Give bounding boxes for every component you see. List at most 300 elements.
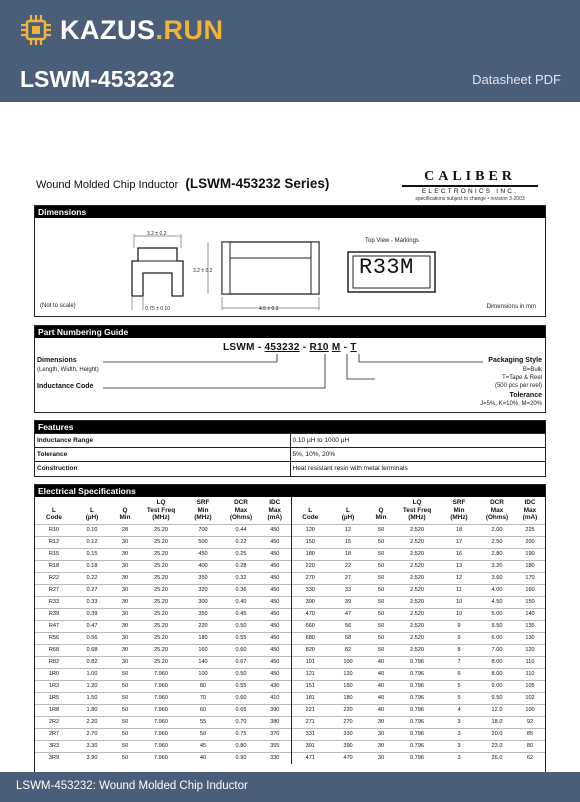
table-cell: 700 (183, 524, 223, 536)
table-cell: 1R3 (35, 680, 73, 692)
table-cell: 18 (439, 524, 479, 536)
table-cell: 160 (515, 584, 545, 596)
table-cell: 400 (183, 560, 223, 572)
table-cell: 0.47 (73, 620, 111, 632)
section-title: Features (35, 421, 545, 433)
table-cell: 30 (111, 548, 139, 560)
tolerance-note: J=5%, K=10%, M=20% (480, 401, 542, 407)
table-cell: 2.00 (479, 524, 515, 536)
table-cell: 50 (183, 728, 223, 740)
table-cell: 10 (439, 596, 479, 608)
table-cell: 0.60 (223, 692, 259, 704)
table-cell: 15 (329, 536, 367, 548)
table-row (35, 524, 545, 536)
table-cell: 1.50 (73, 692, 111, 704)
table-row (35, 596, 545, 608)
table-header-row (35, 497, 545, 524)
code-sep: - (340, 342, 351, 353)
doc-type-label: Datasheet PDF (472, 72, 561, 87)
table-cell: 3R3 (35, 740, 73, 752)
table-cell: 30 (111, 596, 139, 608)
brand-note: specifications subject to change • revision 3-2003 (415, 195, 525, 202)
table-cell: 28 (111, 524, 139, 536)
table-cell: 180 (291, 548, 329, 560)
table-cell: 270 (329, 716, 367, 728)
column-header: DCR Max (Ohms) (485, 499, 509, 521)
table-cell: 100 (515, 704, 545, 716)
footer-title: LSWM-453232: Wound Molded Chip Inductor (16, 780, 248, 792)
table-cell: 7 (439, 656, 479, 668)
table-cell: 50 (111, 728, 139, 740)
table-cell: 13 (439, 560, 479, 572)
column-header: L Code (46, 506, 62, 521)
table-cell: 7.960 (139, 716, 183, 728)
packaging-note: (500 pcs per reel) (494, 383, 542, 389)
table-cell: 5 (439, 680, 479, 692)
table-cell: 0.67 (223, 656, 259, 668)
table-cell: 225 (515, 524, 545, 536)
table-cell: R68 (35, 644, 73, 656)
table-cell: 7.960 (139, 704, 183, 716)
table-cell: 7.960 (139, 668, 183, 680)
chip-icon (20, 14, 52, 46)
table-cell: 0.22 (73, 572, 111, 584)
table-cell: 33 (329, 584, 367, 596)
table-cell: 100 (329, 656, 367, 668)
table-cell: 2.520 (395, 536, 439, 548)
table-row (35, 716, 545, 728)
table-cell: 450 (259, 620, 291, 632)
table-cell: 0.75 (223, 728, 259, 740)
table-cell: 25.20 (139, 548, 183, 560)
table-cell: 30 (111, 572, 139, 584)
table-row (35, 548, 545, 560)
table-cell: R33 (35, 596, 73, 608)
table-cell: 110 (515, 656, 545, 668)
table-cell: 6 (439, 668, 479, 680)
table-cell: 430 (259, 680, 291, 692)
table-cell: 50 (111, 716, 139, 728)
features-section (34, 420, 546, 477)
table-cell: 50 (367, 560, 395, 572)
table-cell: 0.45 (223, 608, 259, 620)
table-cell: 27 (329, 572, 367, 584)
table-cell: 470 (291, 608, 329, 620)
table-cell: 25.20 (139, 620, 183, 632)
table-cell: 200 (515, 536, 545, 548)
brand-subtitle: ELECTRONICS INC. (421, 187, 519, 195)
dim-pad-label: 0.75 ± 0.10 (145, 306, 170, 312)
table-cell: 0.44 (223, 524, 259, 536)
table-cell: 30 (111, 560, 139, 572)
table-row (35, 632, 545, 644)
table-cell: R12 (35, 536, 73, 548)
table-cell: 100 (183, 668, 223, 680)
table-cell: 450 (259, 584, 291, 596)
site-logo[interactable] (20, 14, 224, 46)
table-cell: 120 (515, 644, 545, 656)
front-view-drawing (132, 234, 183, 310)
product-heading (36, 176, 329, 191)
table-cell: 50 (367, 524, 395, 536)
table-cell: 30 (111, 608, 139, 620)
table-cell: 2.50 (479, 536, 515, 548)
code-size: 453232 (264, 342, 300, 353)
table-row (35, 728, 545, 740)
product-name: Wound Molded Chip Inductor (36, 179, 179, 191)
table-cell: 25.20 (139, 536, 183, 548)
table-cell: 350 (183, 572, 223, 584)
table-cell: 220 (183, 620, 223, 632)
table-cell: 2R2 (35, 716, 73, 728)
table-cell: 0.40 (223, 596, 259, 608)
table-row (35, 572, 545, 584)
table-cell: 30 (111, 644, 139, 656)
table-cell: 151 (291, 680, 329, 692)
part-numbering-section (34, 325, 546, 413)
table-cell: 50 (367, 632, 395, 644)
table-cell: 22 (329, 560, 367, 572)
table-row (35, 656, 545, 668)
table-cell: 3 (439, 716, 479, 728)
table-cell: 120 (329, 668, 367, 680)
table-cell: 390 (259, 704, 291, 716)
table-cell: 25.20 (139, 656, 183, 668)
feature-key: Inductance Range (35, 434, 290, 448)
column-header: IDC Max (mA) (259, 497, 291, 524)
table-cell: 92 (515, 716, 545, 728)
table-cell: 85 (515, 728, 545, 740)
packaging-label: Packaging Style (488, 357, 542, 364)
table-cell: 25.20 (139, 608, 183, 620)
table-cell: 5.50 (479, 620, 515, 632)
table-cell: 30 (111, 536, 139, 548)
product-series: (LSWM-453232 Series) (185, 176, 330, 191)
table-row (35, 668, 545, 680)
table-cell: 0.18 (73, 560, 111, 572)
table-cell: 170 (515, 572, 545, 584)
table-cell: 55 (183, 716, 223, 728)
table-cell: 1R5 (35, 692, 73, 704)
table-cell: 331 (291, 728, 329, 740)
table-cell: 130 (515, 632, 545, 644)
table-cell: 3R9 (35, 752, 73, 764)
table-cell: 2.520 (395, 608, 439, 620)
table-row (35, 608, 545, 620)
feature-value: 5%, 10%, 20% (290, 448, 545, 462)
column-header: DCR Max (Ohms) (229, 499, 253, 521)
table-cell: 450 (259, 548, 291, 560)
table-cell: R47 (35, 620, 73, 632)
table-cell: 390 (329, 740, 367, 752)
table-cell: 0.796 (395, 728, 439, 740)
table-cell: 450 (259, 656, 291, 668)
table-cell: 1.20 (73, 680, 111, 692)
features-table (35, 433, 545, 476)
table-row (35, 620, 545, 632)
table-cell: 220 (291, 560, 329, 572)
table-cell: 355 (259, 740, 291, 752)
table-cell: 82 (329, 644, 367, 656)
table-cell: 105 (515, 680, 545, 692)
table-cell: 560 (291, 620, 329, 632)
table-cell: 40 (367, 692, 395, 704)
table-cell: 3.20 (479, 560, 515, 572)
brand-name: CALIBER (424, 169, 516, 184)
table-cell: 2.520 (395, 560, 439, 572)
code-packaging: T (350, 342, 357, 353)
logo-text-main: KAZUS (60, 14, 156, 45)
electrical-specs-section (34, 484, 546, 772)
table-cell: 0.15 (73, 548, 111, 560)
column-header: SRF Min (MHz) (194, 499, 212, 521)
table-cell: 9.00 (479, 680, 515, 692)
column-header: L (µH) (85, 506, 99, 521)
table-cell: 190 (515, 548, 545, 560)
table-cell: 150 (515, 596, 545, 608)
table-cell: 450 (183, 548, 223, 560)
table-cell: 4.00 (479, 584, 515, 596)
table-cell: 0.60 (223, 644, 259, 656)
table-cell: 30 (111, 584, 139, 596)
table-cell: 2.70 (73, 728, 111, 740)
dim-length-label: 4.5 ± 0.3 (259, 306, 279, 312)
table-cell: 18.0 (479, 716, 515, 728)
table-cell: 40 (183, 752, 223, 764)
column-header: L (µH) (341, 506, 355, 521)
table-cell: 50 (111, 668, 139, 680)
code-value: R10 (309, 342, 329, 353)
table-cell: R56 (35, 632, 73, 644)
table-row (35, 434, 545, 448)
table-cell: 50 (367, 608, 395, 620)
table-cell: 470 (329, 752, 367, 764)
table-cell: R39 (35, 608, 73, 620)
table-cell: 2.20 (73, 716, 111, 728)
table-cell: 17 (439, 536, 479, 548)
table-cell: R10 (35, 524, 73, 536)
table-cell: 410 (259, 692, 291, 704)
table-cell: 50 (111, 752, 139, 764)
table-cell: 2.520 (395, 596, 439, 608)
side-view-drawing (208, 242, 319, 310)
table-cell: 2.520 (395, 584, 439, 596)
table-cell: 0.796 (395, 704, 439, 716)
table-cell: 62 (515, 752, 545, 764)
table-cell: 0.33 (73, 596, 111, 608)
table-cell: 12 (439, 572, 479, 584)
tolerance-label: Tolerance (509, 392, 542, 399)
table-cell: 25.20 (139, 584, 183, 596)
table-cell: 0.50 (223, 620, 259, 632)
table-cell: 80 (515, 740, 545, 752)
table-cell: 16 (439, 548, 479, 560)
table-cell: 25.20 (139, 524, 183, 536)
table-cell: 0.39 (73, 608, 111, 620)
feature-key: Tolerance (35, 448, 290, 462)
table-cell: 4 (439, 704, 479, 716)
logo-text-accent: .RUN (155, 14, 224, 45)
table-cell: 23.0 (479, 740, 515, 752)
table-cell: 40 (367, 704, 395, 716)
section-title: Dimensions (35, 206, 545, 218)
table-cell: 0.796 (395, 668, 439, 680)
table-cell: 8.00 (479, 656, 515, 668)
table-cell: 2.520 (395, 644, 439, 656)
column-header: LQ Test Freq (MHz) (402, 499, 432, 521)
table-cell: 181 (291, 692, 329, 704)
table-cell: 30 (111, 632, 139, 644)
table-cell: 5.00 (479, 608, 515, 620)
table-cell: 50 (367, 548, 395, 560)
table-cell: 3 (439, 728, 479, 740)
table-cell: 0.25 (223, 548, 259, 560)
table-cell: 450 (259, 524, 291, 536)
table-cell: 12.0 (479, 704, 515, 716)
table-cell: 7.960 (139, 728, 183, 740)
table-cell: 5 (439, 692, 479, 704)
marking-text: R33M (359, 255, 414, 280)
table-cell: R18 (35, 560, 73, 572)
table-cell: R27 (35, 584, 73, 596)
table-cell: 0.55 (223, 632, 259, 644)
table-cell: 270 (291, 572, 329, 584)
table-cell: 450 (259, 536, 291, 548)
table-cell: 3.30 (73, 740, 111, 752)
table-row (35, 462, 545, 476)
feature-value: 0.10 µH to 1000 µH (290, 434, 545, 448)
table-cell: 39 (329, 596, 367, 608)
table-row (35, 536, 545, 548)
table-cell: 9.50 (479, 692, 515, 704)
table-cell: 70 (183, 692, 223, 704)
dimensions-label: Dimensions (37, 357, 77, 364)
table-cell: 370 (259, 728, 291, 740)
table-cell: 0.68 (73, 644, 111, 656)
table-row (35, 752, 545, 764)
section-title: Part Numbering Guide (35, 326, 545, 338)
column-header: Q Min (119, 506, 131, 521)
table-cell: 450 (259, 668, 291, 680)
table-cell: 1R8 (35, 704, 73, 716)
table-cell: 0.82 (73, 656, 111, 668)
table-cell: 7.960 (139, 692, 183, 704)
table-cell: 110 (515, 668, 545, 680)
table-cell: 150 (291, 536, 329, 548)
table-cell: 0.796 (395, 716, 439, 728)
table-cell: 180 (183, 632, 223, 644)
column-header: IDC Max (mA) (522, 499, 538, 521)
table-cell: 180 (515, 560, 545, 572)
table-cell: 50 (111, 680, 139, 692)
table-cell: 0.36 (223, 584, 259, 596)
table-cell: R15 (35, 548, 73, 560)
table-cell: 8.00 (479, 668, 515, 680)
table-cell: 450 (259, 596, 291, 608)
table-cell: 9 (439, 632, 479, 644)
top-view-label: Top View - Markings (365, 238, 419, 244)
table-cell: 680 (291, 632, 329, 644)
table-cell: 50 (367, 584, 395, 596)
table-cell: 0.55 (223, 680, 259, 692)
table-cell: 25.20 (139, 572, 183, 584)
table-cell: 0.796 (395, 740, 439, 752)
table-cell: 300 (183, 596, 223, 608)
table-cell: 0.796 (395, 680, 439, 692)
table-row (35, 584, 545, 596)
table-cell: 7.960 (139, 680, 183, 692)
table-cell: 50 (111, 740, 139, 752)
table-cell: 450 (259, 644, 291, 656)
table-cell: 2.520 (395, 572, 439, 584)
table-cell: 0.50 (223, 668, 259, 680)
table-cell: 50 (367, 536, 395, 548)
table-cell: 25.20 (139, 596, 183, 608)
table-cell: 180 (329, 692, 367, 704)
table-cell: 40 (367, 656, 395, 668)
table-cell: 450 (259, 572, 291, 584)
units-note: Dimensions in mm (486, 304, 536, 310)
code-tolerance: M (331, 342, 341, 353)
table-cell: 50 (367, 620, 395, 632)
table-cell: 10 (439, 608, 479, 620)
datasheet-page (0, 102, 580, 772)
table-cell: 50 (111, 704, 139, 716)
feature-value: Heat resistant resin with metal terminals (290, 462, 545, 476)
table-cell: 0.12 (73, 536, 111, 548)
table-cell: 0.10 (73, 524, 111, 536)
table-cell: 2.80 (479, 548, 515, 560)
dimensions-section (34, 205, 546, 317)
table-cell: 3.90 (73, 752, 111, 764)
table-cell: 380 (259, 716, 291, 728)
table-cell: 1.00 (73, 668, 111, 680)
table-cell: 2.520 (395, 548, 439, 560)
section-title: Electrical Specifications (35, 485, 545, 497)
table-cell: R82 (35, 656, 73, 668)
bottom-banner (0, 772, 580, 802)
table-cell: 0.65 (223, 704, 259, 716)
table-cell: 221 (291, 704, 329, 716)
table-cell: 3 (439, 740, 479, 752)
table-cell: 0.70 (223, 716, 259, 728)
inductance-label: Inductance Code (37, 383, 94, 390)
table-cell: 350 (183, 608, 223, 620)
table-cell: R22 (35, 572, 73, 584)
table-cell: 135 (515, 620, 545, 632)
table-cell: 0.796 (395, 692, 439, 704)
table-cell: 40 (367, 668, 395, 680)
table-cell: 271 (291, 716, 329, 728)
table-cell: 11 (439, 584, 479, 596)
table-cell: 320 (183, 584, 223, 596)
table-cell: 25.20 (139, 632, 183, 644)
logo-text (60, 15, 224, 46)
table-cell: 120 (291, 524, 329, 536)
column-header: L Code (302, 506, 319, 521)
table-row (35, 704, 545, 716)
table-row (35, 448, 545, 462)
table-cell: 4.50 (479, 596, 515, 608)
table-cell: 45 (183, 740, 223, 752)
table-cell: 450 (259, 560, 291, 572)
feature-key: Construction (35, 462, 290, 476)
table-cell: 2.520 (395, 620, 439, 632)
table-cell: 50 (367, 572, 395, 584)
table-cell: 500 (183, 536, 223, 548)
table-cell: 9 (439, 620, 479, 632)
table-cell: 2R7 (35, 728, 73, 740)
